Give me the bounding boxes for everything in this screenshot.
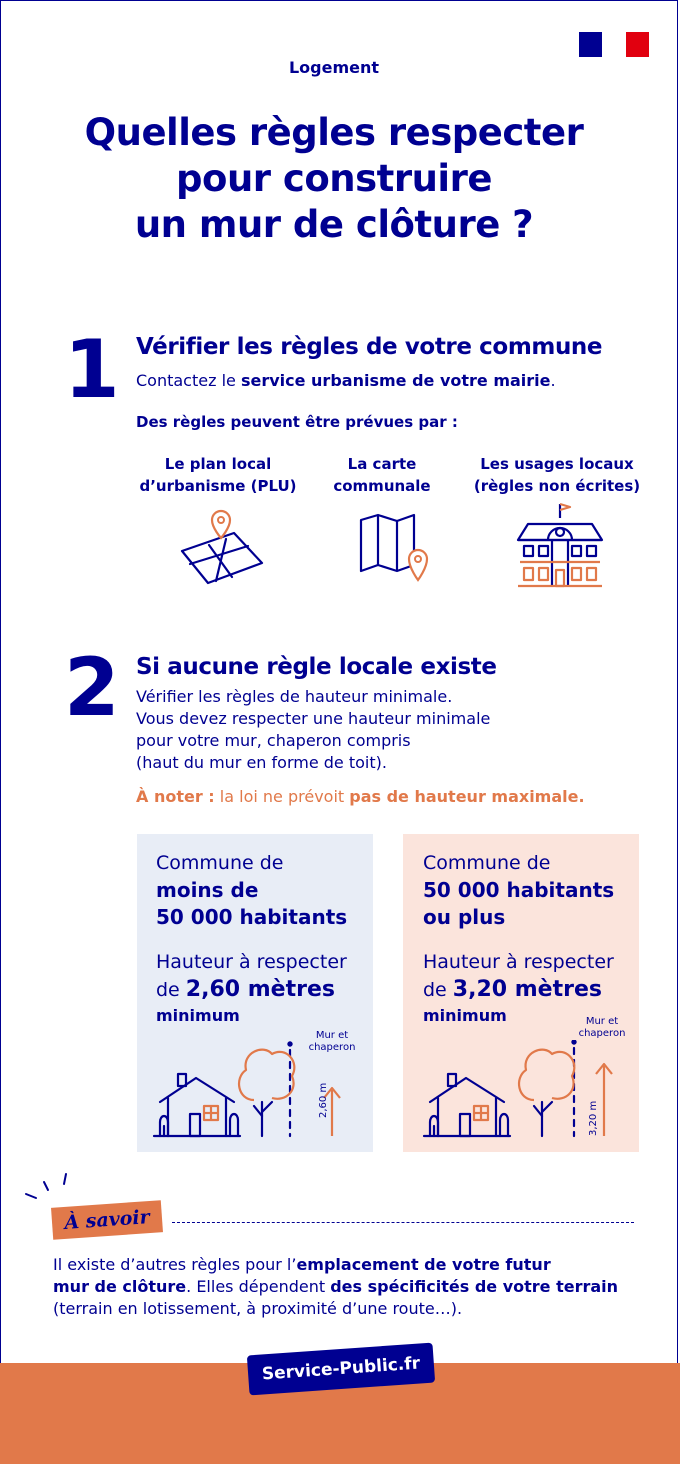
- title-line-2: pour construire: [176, 157, 492, 200]
- option-plu-label: Le plan local d’urbanisme (PLU): [139, 455, 297, 495]
- measure-large: 3,20 m: [588, 1100, 599, 1136]
- note-text: À noter : la loi ne prévoit pas de hauteur maximale.: [136, 787, 585, 806]
- page-title: [20, 110, 648, 248]
- step-1-intro: Des règles peuvent être prévues par :: [136, 413, 458, 431]
- step-1-heading: Vérifier les règles de votre commune: [136, 334, 603, 360]
- savoir-text: Il existe d’autres règles pour l’emplacement de votre futur mur de clôture. Elles dépendent des spécificités de votre terrain (terrain en lotissement, à proximité d’une route…).: [53, 1255, 619, 1318]
- town-hall-icon: [514, 500, 606, 592]
- measure-small: 2,60 m: [318, 1082, 329, 1118]
- sparkle-lines-icon: [22, 1172, 82, 1208]
- step-2-text: Vérifier les règles de hauteur minimale. Vous devez respecter une hauteur minimale pour votre mur, chaperon compris (haut du mur en forme de toit).: [136, 687, 491, 772]
- large-commune-text: Commune de 50 000 habitants ou plus Hauteur à respecter de 3,20 mètres minimum: [423, 852, 615, 1025]
- divider-dashed: [172, 1222, 634, 1223]
- wall-label-large: Mur et chaperon: [578, 1016, 626, 1039]
- small-commune-text: Commune de moins de 50 000 habitants Hauteur à respecter de 2,60 mètres minimum: [156, 852, 348, 1025]
- option-carte-label: La carte communale: [333, 455, 431, 495]
- step-2-number: 2: [64, 641, 120, 734]
- service-public-logo[interactable]: Service-Public.fr: [247, 1343, 435, 1396]
- option-usages-label: Les usages locaux (règles non écrites): [473, 455, 641, 495]
- step-1-number: 1: [64, 323, 120, 416]
- map-pin-icon: [176, 505, 268, 587]
- title-line-1: Quelles règles respecter: [84, 111, 584, 154]
- step-2-heading: Si aucune règle locale existe: [136, 654, 497, 680]
- a-savoir-badge: À savoir: [51, 1200, 163, 1240]
- step-1-contact: Contactez le service urbanisme de votre mairie.: [136, 371, 556, 390]
- wall-label-small: Mur et chaperon: [308, 1030, 356, 1053]
- title-line-3: un mur de clôture ?: [134, 203, 534, 246]
- category-label: Logement: [288, 58, 380, 77]
- republique-flag-logo: [579, 32, 649, 57]
- folded-map-icon: [356, 512, 438, 588]
